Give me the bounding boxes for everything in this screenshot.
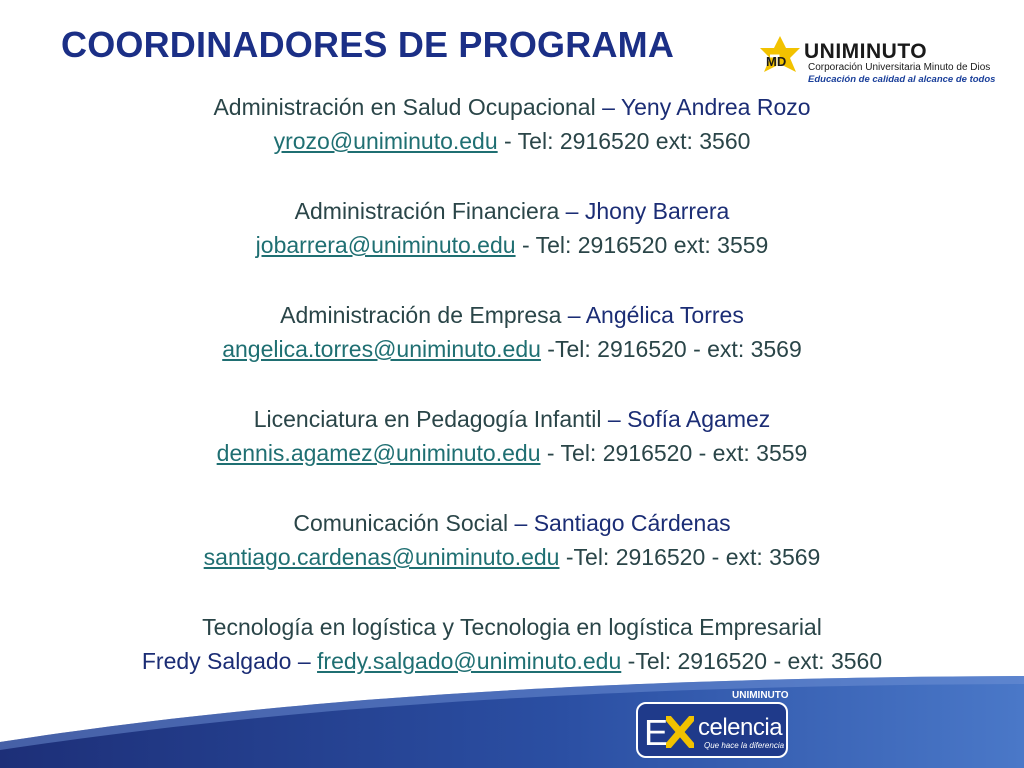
email-link[interactable]: dennis.agamez@uniminuto.edu xyxy=(216,440,541,466)
dash: – xyxy=(559,198,585,224)
email-link[interactable]: fredy.salgado@uniminuto.edu xyxy=(317,648,622,674)
footer-wave xyxy=(0,650,1024,768)
program-line xyxy=(0,90,1024,124)
excelencia-word: celencia xyxy=(698,714,783,741)
logo-subtitle: Corporación Universitaria Minuto de Dios xyxy=(808,62,991,73)
coordinator-entry xyxy=(0,298,1024,366)
slide-title: COORDINADORES DE PROGRAMA xyxy=(61,24,675,65)
program-line xyxy=(0,194,1024,228)
program-line xyxy=(0,298,1024,332)
dash: – xyxy=(291,648,318,674)
program-line xyxy=(0,506,1024,540)
excelencia-subtitle: Que hace la diferencia xyxy=(704,741,785,750)
coordinator-name: Jhony Barrera xyxy=(584,198,730,224)
program-line xyxy=(0,610,1024,644)
program-name: Tecnología en logística y Tecnologia en logística Empresarial xyxy=(202,614,822,640)
email-link[interactable]: jobarrera@uniminuto.edu xyxy=(255,232,516,258)
coordinator-name: Angélica Torres xyxy=(585,302,744,328)
phone-text: -Tel: 2916520 - ext: 3560 xyxy=(621,648,883,674)
coordinator-name: Sofía Agamez xyxy=(627,406,771,432)
program-name: Licenciatura en Pedagogía Infantil xyxy=(253,406,602,432)
contact-line xyxy=(0,228,1024,262)
coordinator-entry xyxy=(0,194,1024,262)
program-name: Comunicación Social xyxy=(293,510,509,536)
phone-text: -Tel: 2916520 - ext: 3569 xyxy=(559,544,821,570)
phone-text: - Tel: 2916520 ext: 3560 xyxy=(497,128,751,154)
phone-text: - Tel: 2916520 ext: 3559 xyxy=(515,232,769,258)
dash: – xyxy=(561,302,586,328)
program-line xyxy=(0,402,1024,436)
logo-tagline: Educación de calidad al alcance de todos xyxy=(808,74,996,85)
email-link[interactable]: yrozo@uniminuto.edu xyxy=(273,128,498,154)
coordinator-list xyxy=(0,90,1024,678)
program-name: Administración Financiera xyxy=(294,198,560,224)
excelencia-letter-e: E xyxy=(644,712,669,753)
coordinator-entry xyxy=(0,506,1024,574)
logo-brand: UNIMINUTO xyxy=(804,40,928,63)
program-name: Administración de Empresa xyxy=(280,302,562,328)
phone-text: -Tel: 2916520 - ext: 3569 xyxy=(540,336,802,362)
email-link[interactable]: santiago.cardenas@uniminuto.edu xyxy=(203,544,560,570)
coordinator-name: Yeny Andrea Rozo xyxy=(620,94,811,120)
coordinator-name: Fredy Salgado xyxy=(141,648,292,674)
program-name: Administración en Salud Ocupacional xyxy=(213,94,596,120)
dash: – xyxy=(508,510,534,536)
uniminuto-logo xyxy=(756,32,996,88)
excelencia-top-label: UNIMINUTO xyxy=(732,690,789,701)
coordinator-name: Santiago Cárdenas xyxy=(533,510,731,536)
contact-line xyxy=(0,124,1024,158)
contact-line xyxy=(0,540,1024,574)
dash: – xyxy=(595,94,621,120)
email-link[interactable]: angelica.torres@uniminuto.edu xyxy=(222,336,541,362)
coordinator-entry xyxy=(0,402,1024,470)
contact-line xyxy=(0,332,1024,366)
excelencia-badge xyxy=(636,690,789,756)
svg-text:MD: MD xyxy=(766,54,787,69)
md-logo-icon xyxy=(756,34,804,82)
excelencia-box xyxy=(636,702,788,758)
dash: – xyxy=(601,406,628,432)
phone-text: - Tel: 2916520 - ext: 3559 xyxy=(540,440,808,466)
contact-line xyxy=(0,436,1024,470)
coordinator-entry xyxy=(0,90,1024,158)
yellow-x-icon xyxy=(666,716,694,748)
